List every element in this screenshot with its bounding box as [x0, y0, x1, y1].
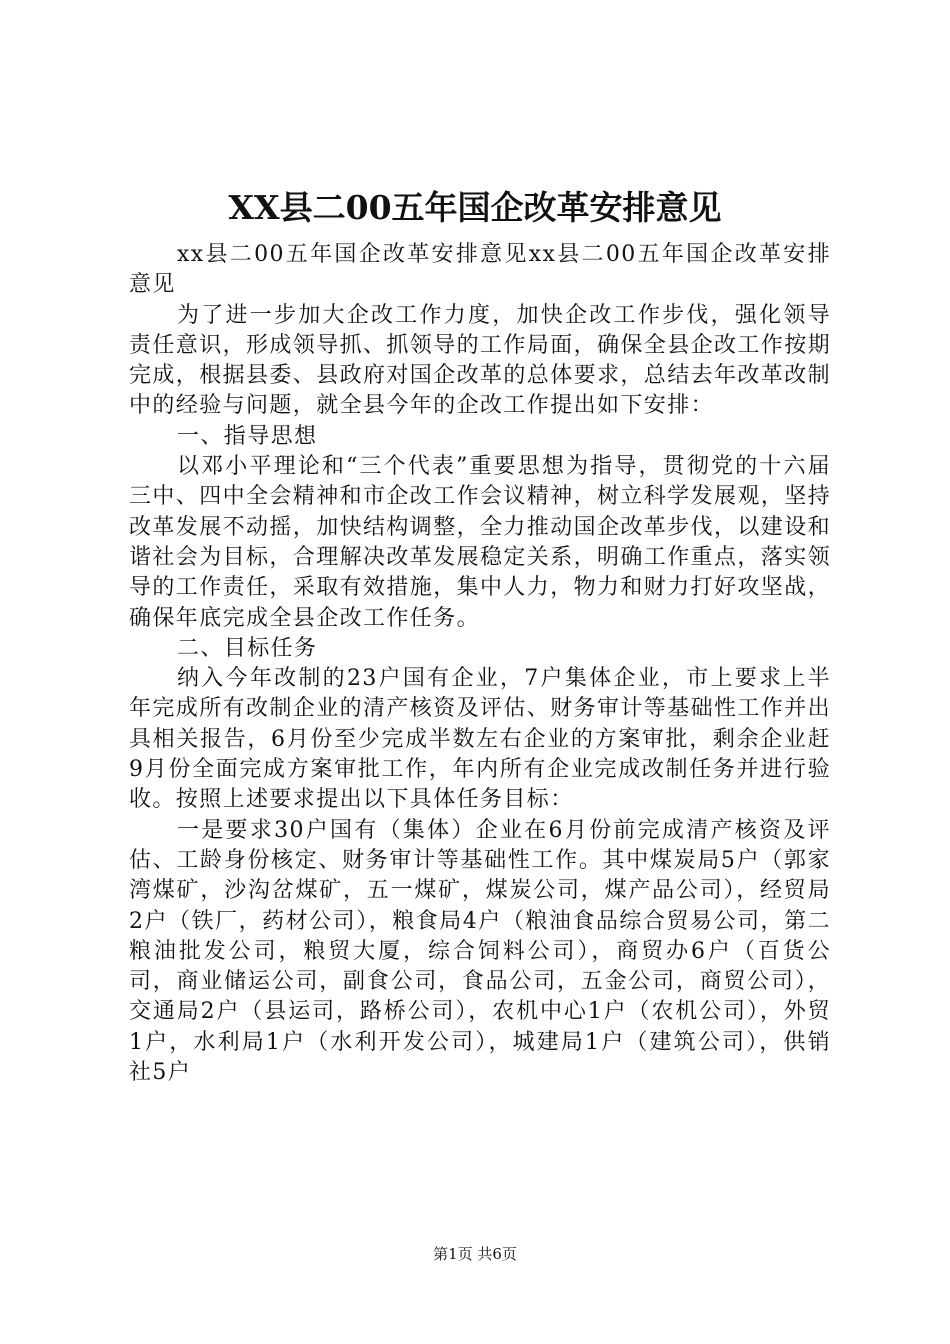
- preamble-paragraph: 为了进一步加大企改工作力度，加快企改工作步伐，强化领导责任意识，形成领导抓、抓领导的工作局面，确保全县企改工作按期完成，根据县委、县政府对国企改革的总体要求，总结去年改革改制中的经验与问题，就全县今年的企改工作提出如下安排：: [129, 302, 832, 419]
- guiding-thought-paragraph: 以邓小平理论和“三个代表”重要思想为指导，贯彻党的十六届三中、四中全会精神和市企改工作会议精神，树立科学发展观，坚持改革发展不动摇，加快结构调整，全力推动国企改革步伐，以建设和谐社会为目标，合理解决改革发展稳定关系，明确工作重点，落实领导的工作责任，采取有效措施，集中人力，物力和财力打好攻坚战，确保年底完成全县企改工作任务。: [129, 454, 832, 631]
- page-footer: 第1页 共6页: [433, 1245, 517, 1263]
- section-heading-guiding-thought: 一、指导思想: [177, 423, 318, 449]
- document-title: XX县二00五年国企改革安排意见: [228, 188, 722, 227]
- targets-paragraph: 纳入今年改制的23户国有企业，7户集体企业，市上要求上半年完成所有改制企业的清产核资及评估、财务审计等基础性工作并出具相关报告，6月份至少完成半数左右企业的方案审批，剩余企业赶9月份全面完成方案审批工作，年内所有企业完成改制任务并进行验收。按照上述要求提出以下具体任务目标：: [129, 666, 832, 813]
- section-heading-targets: 二、目标任务: [177, 635, 318, 661]
- intro-paragraph: xx县二00五年国企改革安排意见xx县二00五年国企改革安排意见: [129, 242, 831, 298]
- task-one-paragraph: 一是要求30户国有（集体）企业在6月份前完成清产核资及评估、工龄身份核定、财务审计等基础性工作。其中煤炭局5户（郭家湾煤矿，沙沟岔煤矿，五一煤矿，煤炭公司，煤产品公司），经贸局2户（铁厂，药材公司），粮食局4户（粮油食品综合贸易公司，第二粮油批发公司，粮贸大厦，综合饲料公司），商贸办6户（百货公司，商业储运公司，副食公司，食品公司，五金公司，商贸公司），交通局2户（县运司，路桥公司），农机中心1户（农机公司），外贸1户，水利局1户（水利开发公司），城建局1户（建筑公司），供销社5户: [129, 817, 831, 1086]
- document-body: [129, 240, 831, 1088]
